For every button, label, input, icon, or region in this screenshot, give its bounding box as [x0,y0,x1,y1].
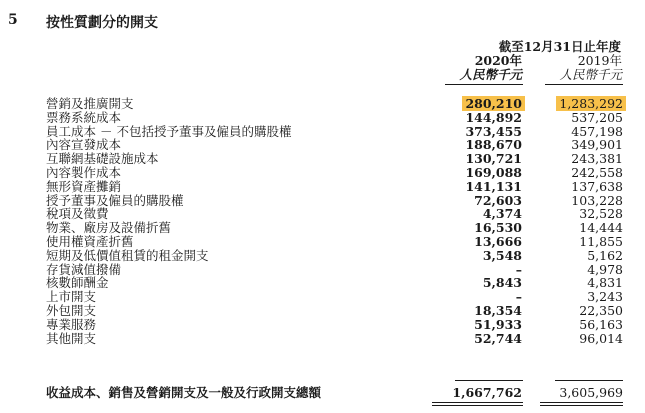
row-label: 無形資產攤銷 [46,178,122,194]
unit-2019-header: 人民幣千元 [559,67,622,82]
value-2019-text: 96,014 [579,330,623,346]
table-row [0,263,645,277]
value-2020 [440,249,522,263]
table-row [0,276,645,290]
row-label: 專業服務 [46,316,97,332]
table-row [0,207,645,221]
row-label: 存貨減值撥備 [46,261,122,277]
value-2020-text: 72,603 [474,192,522,208]
value-2020-text: 144,892 [465,109,522,125]
row-label: 授予董事及僱員的購股權 [46,192,184,208]
value-2019-text: 1,283,292 [556,96,626,111]
value-2019-text: 137,638 [571,178,623,194]
value-2020 [440,235,522,249]
value-2020 [440,221,522,235]
value-2019-text: 242,558 [571,164,623,180]
value-2019 [540,138,623,152]
value-2020 [440,263,522,277]
total-value-2020: 1,667,762 [452,385,522,400]
table-row [0,318,645,332]
value-2020-text: – [515,261,522,277]
subtotal-rule-2019 [555,380,623,381]
period-header: 截至12月31日止年度 [498,39,621,54]
value-2020-text: 169,088 [465,164,522,180]
value-2020 [440,166,522,180]
row-label: 員工成本 － 不包括授予董事及僱員的購股權 [46,123,292,139]
value-2020-text: 13,666 [474,233,522,249]
value-2019-text: 5,162 [587,247,623,263]
value-2019 [540,249,623,263]
value-2019 [540,290,623,304]
value-2020-text: 188,670 [465,137,522,153]
value-2019 [540,166,623,180]
value-2020 [440,111,522,125]
value-2019-text: 349,901 [571,137,623,153]
table-row [0,235,645,249]
subtotal-rule-2020 [455,380,523,381]
value-2019 [540,97,623,111]
value-2019-text: 3,243 [587,289,623,305]
unit-2020-header: 人民幣千元 [459,67,522,82]
value-2020-text: 18,354 [474,302,522,318]
value-2020 [440,138,522,152]
total-double-rule-2019-a [540,402,623,403]
value-2019 [540,207,623,221]
row-label: 外包開支 [46,302,97,318]
row-label: 稅項及徵費 [46,206,109,222]
table-row [0,152,645,166]
value-2020 [440,125,522,139]
value-2020-text: – [515,289,522,305]
value-2019 [540,304,623,318]
table-row [0,249,645,263]
value-2019-text: 457,198 [571,123,623,139]
section-title: 按性質劃分的開支 [46,15,158,31]
value-2020 [440,332,522,346]
total-label: 收益成本、銷售及營銷開支及一般及行政開支總額 [46,385,322,400]
total-double-rule-2019-b [540,405,623,406]
value-2020 [440,194,522,208]
value-2019 [540,111,623,125]
value-2020-text: 130,721 [465,151,522,167]
value-2019-text: 4,978 [587,261,623,277]
value-2019-text: 11,855 [579,233,623,249]
section-number: 5 [8,12,18,28]
row-label: 內容宣發成本 [46,137,122,153]
value-2020 [440,290,522,304]
value-2019 [540,152,623,166]
value-2020 [440,318,522,332]
value-2019-text: 56,163 [579,316,623,332]
table-row [0,166,645,180]
value-2020 [440,180,522,194]
row-label: 物業、廠房及設備折舊 [46,220,172,236]
value-2019-text: 243,381 [571,151,623,167]
value-2020-text: 5,843 [482,275,522,291]
value-2020-text: 141,131 [465,178,522,194]
year-2020-header: 2020年 [474,53,522,68]
table-row [0,221,645,235]
row-label: 互聯網基礎設施成本 [46,151,159,167]
value-2019 [540,221,623,235]
header-underline-2020 [445,84,523,85]
value-2019 [540,194,623,208]
value-2020 [440,276,522,290]
year-2019-header: 2019年 [577,53,622,68]
value-2019 [540,332,623,346]
row-label: 上市開支 [46,289,97,305]
value-2019 [540,235,623,249]
value-2019 [540,318,623,332]
value-2020-text: 16,530 [474,220,522,236]
total-double-rule-2020-b [432,405,523,406]
row-label: 營銷及推廣開支 [46,96,134,111]
value-2019-text: 537,205 [571,109,623,125]
value-2019 [540,125,623,139]
value-2020-text: 51,933 [474,316,522,332]
value-2019-text: 4,831 [587,275,623,291]
expense-table [0,97,645,345]
value-2020-text: 4,374 [482,206,522,222]
value-2019 [540,263,623,277]
value-2019-text: 14,444 [579,220,623,236]
value-2019 [540,276,623,290]
value-2020-text: 3,548 [482,247,522,263]
table-row [0,125,645,139]
row-label: 其他開支 [46,330,97,346]
total-double-rule-2020-a [432,402,523,403]
value-2020 [440,152,522,166]
value-2020-text: 280,210 [462,96,525,111]
table-row [0,194,645,208]
row-label: 核數師酬金 [46,275,109,291]
row-label: 使用權資產折舊 [46,233,134,249]
value-2020-text: 373,455 [465,123,522,139]
table-row [0,304,645,318]
row-label: 內容製作成本 [46,164,122,180]
value-2019-text: 103,228 [571,192,623,208]
value-2019-text: 22,350 [579,302,623,318]
value-2020-text: 52,744 [474,330,522,346]
table-row [0,180,645,194]
table-row [0,138,645,152]
table-row [0,290,645,304]
table-row [0,332,645,346]
value-2020 [440,304,522,318]
row-label: 票務系統成本 [46,109,122,125]
value-2020 [440,97,522,111]
table-row [0,97,645,111]
value-2019-text: 32,528 [579,206,623,222]
table-row [0,111,645,125]
value-2019 [540,180,623,194]
value-2020 [440,207,522,221]
row-label: 短期及低價值租賃的租金開支 [46,247,209,263]
header-underline-2019 [545,84,623,85]
total-value-2019: 3,605,969 [559,385,623,400]
